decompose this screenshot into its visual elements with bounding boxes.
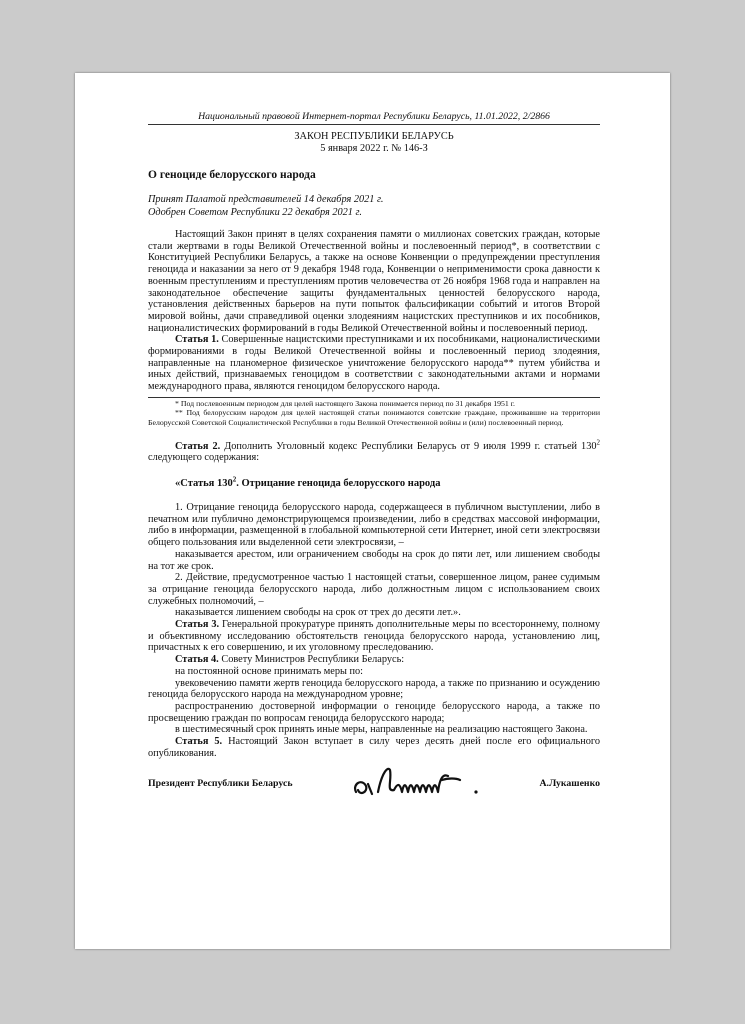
document-page [75,73,670,949]
article-5 [148,736,600,759]
signatory-name: А.Лукашенко [539,777,600,789]
article-2-sup: 2 [596,438,600,447]
article-3 [148,619,600,654]
article-4-item: увековечению памяти жертв геноцида белорусского народа, а также по признанию и осуждению геноцида белорусского народа на международном уровне; [148,677,600,701]
article-130-penalty-1: наказывается арестом, или ограничением свободы на срок до пяти лет, или лишением свободы на тот же срок. [148,548,600,572]
adoption-info [148,194,600,219]
law-date-number: 5 января 2022 г. № 146-З [320,143,428,154]
signature-block [148,768,600,798]
article-1 [148,334,600,393]
preamble: Настоящий Закон принят в целях сохранения памяти о миллионах советских граждан, которые стали жертвами в годы Великой Отечественной войны и послевоенный период*, в соответствии с Конституцией Республики Беларусь, а также на основе Конвенции о предупреждении преступления геноцида и наказании за него от 9 декабря 1948 года, Конвенции о неприменимости срока давности к военным преступлениям и преступлениям против человечества от 26 ноября 1968 года и направлен на законодательное обеспечение защиты фундаментальных ценностей белорусского народа, установления действенных барьеров на пути попыток фальсификации событий и итогов Второй мировой войны, дачи справедливой оценки злодеяниям нацистских преступников и их пособников, националистических формирований в годы Великой Отечественной войны и послевоенный период. [148,229,600,334]
article-130-heading [148,475,600,490]
article-4-label: Статья 4. [175,654,219,666]
article-3-text: Генеральной прокуратуре принять дополнительные меры по всестороннему, полному и объективному исследованию обстоятельств геноцида белорусского народа, установлению лиц, причастных к его совершению, и их уголовному преследованию. [148,619,600,654]
portal-header: Национальный правовой Интернет-портал Республики Беларусь, 11.01.2022, 2/2866 [148,111,600,125]
law-heading [148,131,600,155]
article-130-part-2: 2. Действие, предусмотренное частью 1 настоящей статьи, совершенное лицом, ранее судимым за отрицание геноцида белорусского народа, либо должностным лицом с использованием своих служебных полномочий, – [148,572,600,607]
handwritten-signature [348,762,498,802]
approved-by-council: Одобрен Советом Республики 22 декабря 2021 г. [148,206,362,218]
article-4 [148,654,600,666]
article-5-text: Настоящий Закон вступает в силу через десять дней после его официального опубликования. [148,736,600,759]
adopted-by-house: Принят Палатой представителей 14 декабря 2021 г. [148,194,384,205]
article-130-body [148,502,600,619]
footnote-2: ** Под белорусским народом для целей настоящей статьи понимаются советские граждане, проживавшие на территории Белорусской Советской Социалистической Республики в годы Великой Отечественной войны и (или) послевоенный период. [148,408,600,428]
article-130-penalty-2: наказывается лишением свободы на срок от трех до десяти лет.». [175,607,461,619]
footnote-1: * Под послевоенным периодом для целей настоящего Закона понимается период по 31 декабря 1951 г. [175,398,516,408]
article-4-item: в шестимесячный срок принять иные меры, направленные на реализацию настоящего Закона. [175,724,588,736]
article-2-text-end: следующего содержания: [148,452,260,464]
signatory-position: Президент Республики Беларусь [148,777,293,789]
article-3-label: Статья 3. [175,619,220,631]
article-130-suffix: . Отрицание геноцида белорусского народа [236,478,441,490]
article-130-prefix: «Статья 130 [175,478,233,490]
article-2 [148,438,600,464]
article-130-part-1: 1. Отрицание геноцида белорусского народа, содержащееся в публичном выступлении, либо в печатном или публично демонстрирующемся произведении, либо в средствах массовой информации, либо в информации, размещенной в глобальной компьютерной сети Интернет, иной сети электросвязи общего пользования или выделенной сети электросвязи, – [148,502,600,549]
law-title: О геноциде белорусского народа [148,169,316,181]
footnotes [148,397,600,428]
article-2-label: Статья 2. [175,440,221,452]
document-content [148,111,600,798]
article-2-text: Дополнить Уголовный кодекс Республики Беларусь от 9 июля 1999 г. статьей 130 [220,440,597,452]
law-type: ЗАКОН РЕСПУБЛИКИ БЕЛАРУСЬ [294,131,454,142]
article-4-text: Совету Министров Республики Беларусь: [218,654,405,666]
article-1-label: Статья 1. [175,334,219,346]
article-4-item: на постоянной основе принимать меры по: [175,665,363,677]
article-130-sup: 2 [232,475,237,484]
article-5-label: Статья 5. [175,736,223,748]
article-4-item: распространению достоверной информации о геноциде белорусского народа, а также по просвещению граждан по вопросам геноцида белорусского народа; [148,700,600,724]
article-1-text: Совершенные нацистскими преступниками и их пособниками, националистическими формированиями в годы Великой Отечественной войны и послевоенный период злодеяния, направленные на планомерное физическое уничтожение белорусского народа** путем убийства и иных действий, признаваемых геноцидом в соответствии с законодательными актами и нормами международного права, являются геноцидом белорусского народа. [148,334,600,393]
